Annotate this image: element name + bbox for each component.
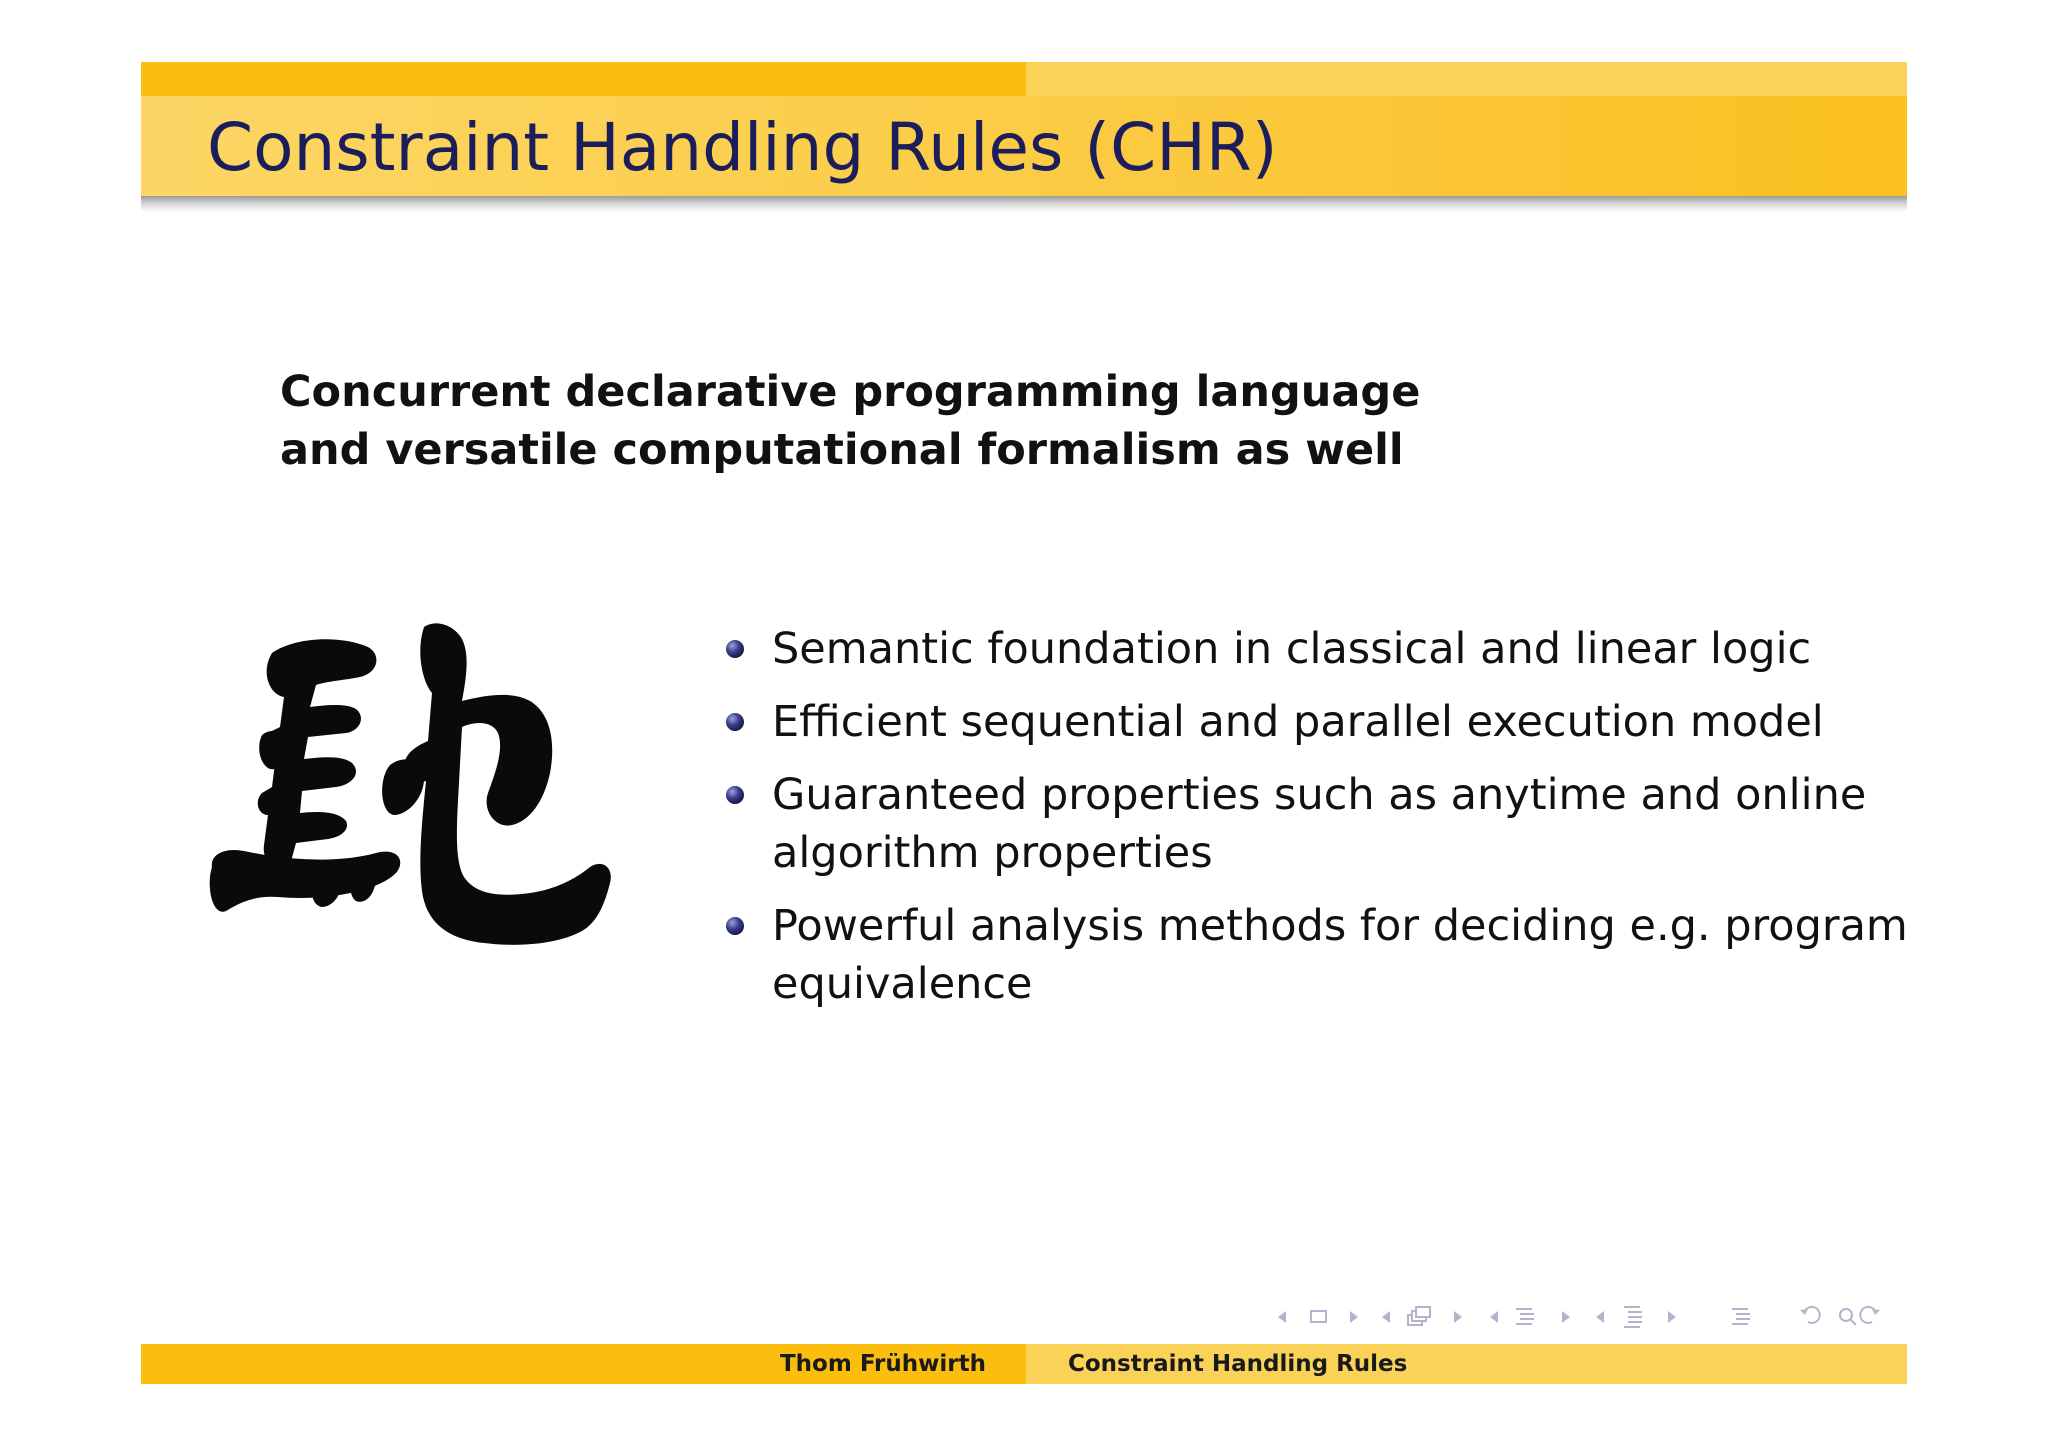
sphere-bullet-icon <box>726 713 744 731</box>
prev-section-icon[interactable] <box>1490 1311 1498 1323</box>
sphere-bullet-icon <box>726 640 744 658</box>
sphere-bullet-icon <box>726 917 744 935</box>
chinese-calligraphy-character-icon <box>200 615 630 980</box>
bullet-text: Guaranteed properties such as anytime and online algorithm properties <box>772 770 1867 878</box>
prev-frame-icon[interactable] <box>1278 1311 1286 1323</box>
list-item <box>722 620 1912 678</box>
intro-line-2: and versatile computational formalism as well <box>280 425 1404 475</box>
bullet-text: Efficient sequential and parallel execution model <box>772 697 1824 747</box>
next-frame-icon[interactable] <box>1350 1311 1358 1323</box>
back-icon[interactable] <box>1800 1307 1820 1323</box>
appendix-icon[interactable] <box>1732 1309 1750 1324</box>
list-item <box>722 693 1912 751</box>
bullet-text: Powerful analysis methods for deciding e.g. program equivalence <box>772 901 1908 1009</box>
intro-statement <box>280 363 1480 479</box>
sphere-bullet-icon <box>726 786 744 804</box>
list-item <box>722 766 1912 882</box>
next-section-icon[interactable] <box>1562 1311 1570 1323</box>
list-item <box>722 897 1912 1013</box>
document-icon[interactable] <box>1624 1307 1642 1327</box>
header-bar-right <box>1026 62 1907 96</box>
prev-subsection-icon[interactable] <box>1382 1311 1390 1323</box>
slide-title: Constraint Handling Rules (CHR) <box>207 109 1278 186</box>
bullet-text: Semantic foundation in classical and linear logic <box>772 624 1812 674</box>
subsection-icon[interactable] <box>1408 1307 1430 1325</box>
search-icon[interactable] <box>1840 1309 1856 1325</box>
title-bar-shadow <box>141 196 1907 212</box>
footer-bar-right <box>1026 1344 1907 1384</box>
next-subsection-icon[interactable] <box>1454 1311 1462 1323</box>
feature-list <box>722 620 1912 1028</box>
footer-author: Thom Frühwirth <box>779 1351 986 1377</box>
next-document-icon[interactable] <box>1668 1311 1676 1323</box>
footer-short-title: Constraint Handling Rules <box>1068 1351 1408 1377</box>
header-bar-left <box>141 62 1026 96</box>
forward-icon[interactable] <box>1860 1307 1880 1323</box>
section-icon[interactable] <box>1516 1309 1534 1324</box>
intro-line-1: Concurrent declarative programming language <box>280 367 1421 417</box>
prev-document-icon[interactable] <box>1596 1311 1604 1323</box>
beamer-navigation-bar <box>1272 1300 1912 1334</box>
frame-icon[interactable] <box>1311 1311 1326 1322</box>
footer-bar-left <box>141 1344 1026 1384</box>
